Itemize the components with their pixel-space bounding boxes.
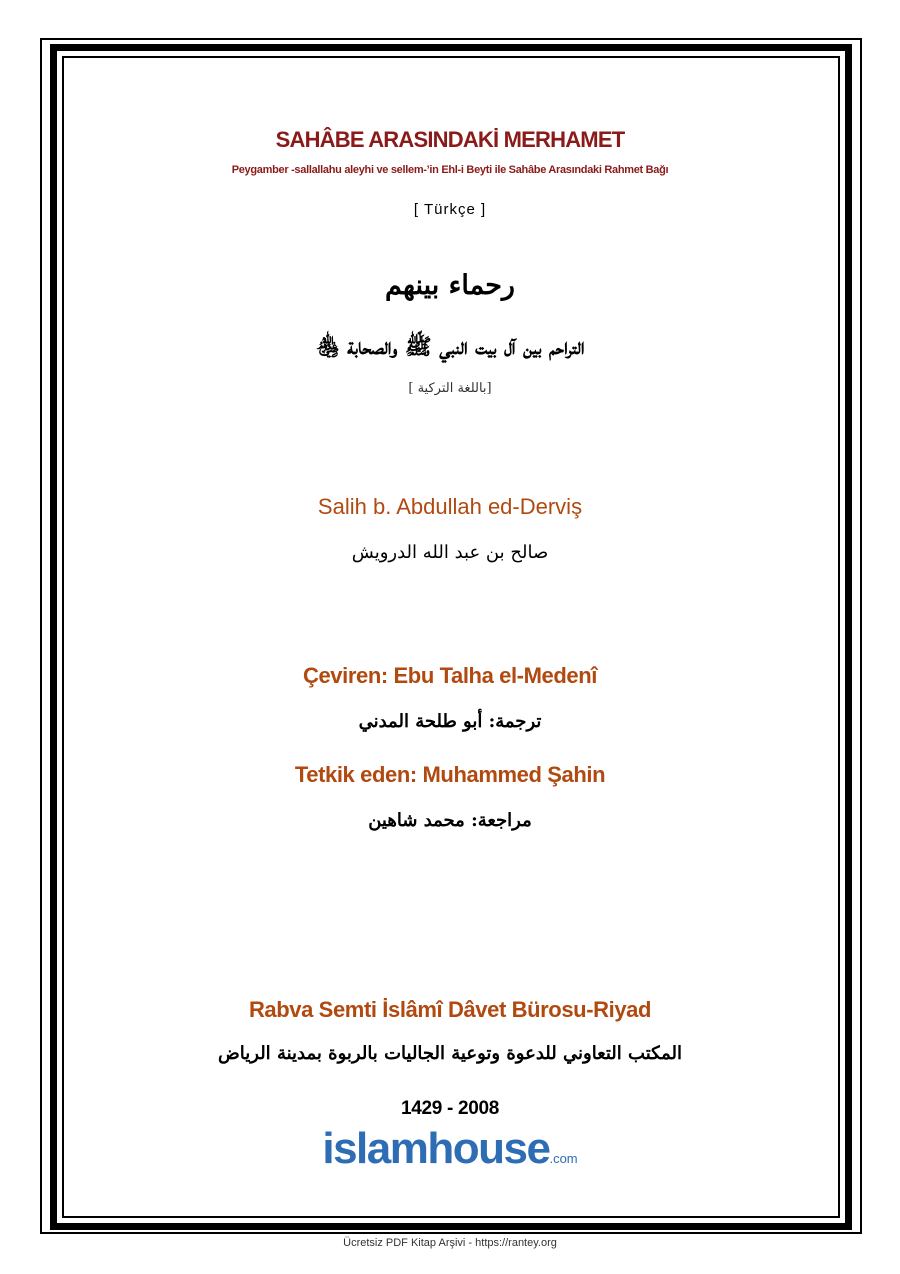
book-title: SAHÂBE ARASINDAKİ MERHAMET [275,127,625,152]
logo-text: islamhouse [322,1124,550,1173]
author-name-arabic: صالح بن عبد الله الدرويش [351,542,549,563]
islamhouse-logo [0,1124,900,1174]
logo-suffix: .com [549,1151,578,1166]
arabic-language-label: [باللغة التركية ] [408,381,492,396]
reviewer-credit: Tetkik eden: Muhammed Şahin [294,762,606,787]
reviewer-credit-arabic: مراجعة: محمد شاهين [368,810,532,831]
footer-note: Ücretsiz PDF Kitap Arşivi - https://rantey.org [343,1237,557,1249]
publisher-name-arabic: المكتب التعاوني للدعوة وتوعية الجاليات بالربوة بمدينة الرياض [218,1043,682,1064]
publisher-name: Rabva Semti İslâmî Dâvet Bürosu-Riyad [248,997,652,1022]
arabic-subtitle: التراحم بين آل بيت النبي ﷺ والصحابة ﵃ [315,334,585,360]
author-name: Salih b. Abdullah ed-Derviş [317,494,583,519]
book-subtitle: Peygamber -sallallahu aleyhi ve sellem-’in Ehl-i Beyti ile Sahâbe Arasındaki Rahmet Bağı [231,164,669,176]
translator-credit: Çeviren: Ebu Talha el-Medenî [302,663,597,688]
publication-year: 1429 - 2008 [400,1098,500,1119]
translator-credit-arabic: ترجمة: أبو طلحة المدني [358,711,542,732]
arabic-title: رحماء بينهم [385,270,515,301]
language-label: [ Türkçe ] [413,201,487,218]
